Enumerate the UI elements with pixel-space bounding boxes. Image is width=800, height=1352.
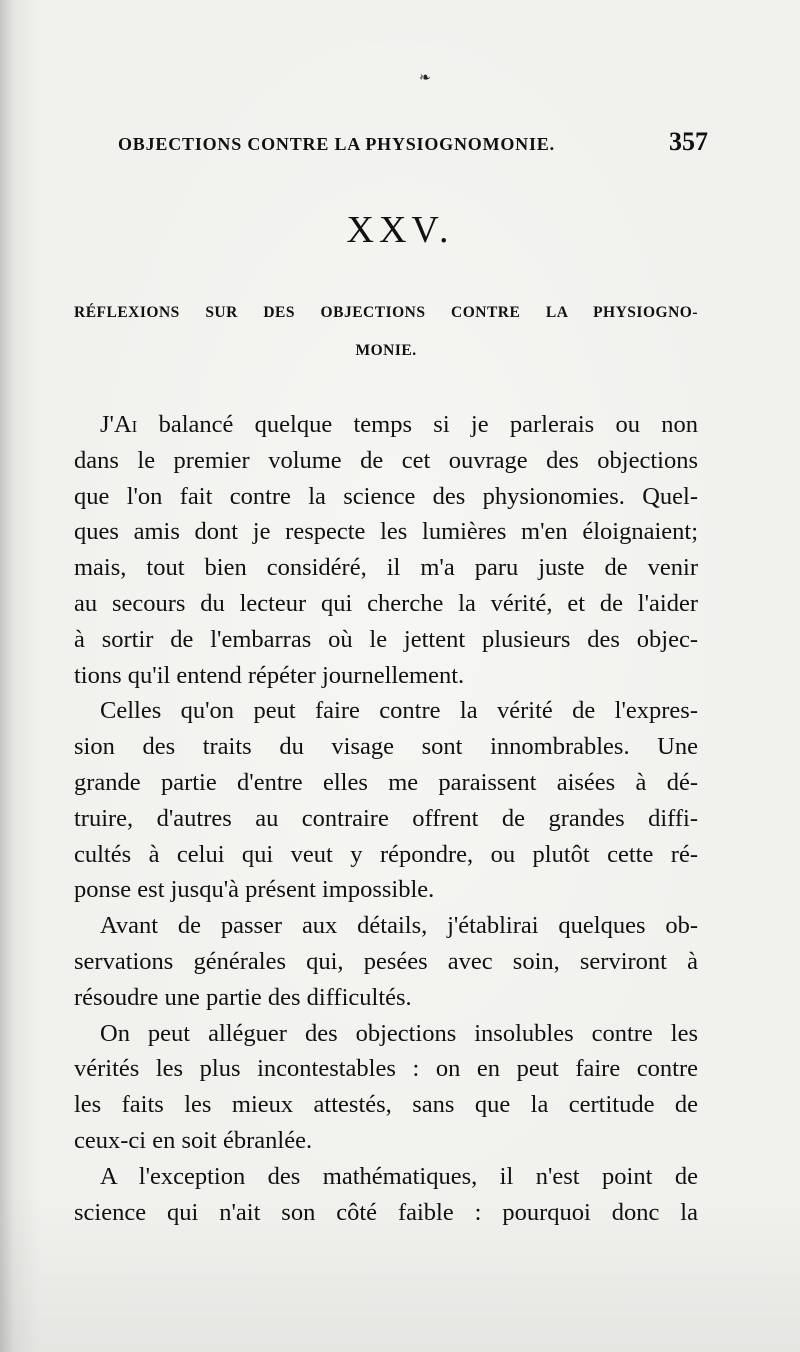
section-heading	[74, 300, 698, 376]
paragraph-line: truire, d'autres au contraire offrent de grandes diffi-	[74, 804, 698, 832]
paragraph-line: Celles qu'on peut faire contre la vérité de l'expres-	[100, 697, 698, 725]
chapter-number: XXV.	[346, 209, 454, 251]
paragraph-line	[74, 407, 698, 443]
opening-word: J'Ai	[100, 411, 138, 438]
running-head	[118, 127, 708, 157]
section-heading-line: MONIE.	[355, 342, 417, 359]
paragraph-line: au secours du lecteur qui cherche la vérité, et de l'aider	[74, 589, 698, 617]
paragraph-line: Avant de passer aux détails, j'établirai quelques ob-	[100, 912, 698, 940]
printers-mark: ❧	[419, 70, 431, 86]
running-head-title: OBJECTIONS CONTRE LA PHYSIOGNOMONIE.	[118, 134, 555, 154]
paragraph-line: science qui n'ait son côté faible : pourquoi donc la	[74, 1198, 698, 1226]
page-number: 357	[669, 127, 708, 156]
paragraph-line: cultés à celui qui veut y répondre, ou plutôt cette ré-	[74, 840, 698, 868]
paragraph-line: vérités les plus incontestables : on en peut faire contre	[74, 1055, 698, 1083]
paragraph-line: mais, tout bien considéré, il m'a paru juste de venir	[74, 554, 698, 582]
paragraph-line: dans le premier volume de cet ouvrage des objections	[74, 446, 698, 474]
paragraph-line: grande partie d'entre elles me paraissent aisées à dé-	[74, 768, 698, 796]
paragraph-line: ques amis dont je respecte les lumières m'en éloignaient;	[74, 518, 698, 546]
paragraph-line: que l'on fait contre la science des physionomies. Quel-	[74, 482, 698, 510]
paragraph-line: A l'exception des mathématiques, il n'est point de	[100, 1162, 698, 1190]
paragraph-line: ponse est jusqu'à présent impossible.	[74, 876, 435, 904]
paragraph-line: à sortir de l'embarras où le jettent plusieurs des objec-	[74, 625, 698, 653]
paragraph-line: résoudre une partie des difficultés.	[74, 983, 412, 1011]
paragraph-line: On peut alléguer des objections insolubles contre les	[100, 1019, 698, 1047]
paragraph-line: sion des traits du visage sont innombrables. Une	[74, 733, 698, 761]
body-text	[74, 407, 698, 1230]
paragraph-line: les faits les mieux attestés, sans que la certitude de	[74, 1091, 698, 1119]
paragraph-line: tions qu'il entend répéter journellement.	[74, 661, 465, 689]
paragraph-line: ceux-ci en soit ébranlée.	[74, 1126, 313, 1154]
section-heading-line: RÉFLEXIONS SUR DES OBJECTIONS CONTRE LA PHYSIOGNO-	[74, 304, 698, 321]
paragraph-line-text: balancé quelque temps si je parlerais ou non	[137, 411, 698, 438]
paragraph-line: servations générales qui, pesées avec soin, serviront à	[74, 947, 698, 975]
